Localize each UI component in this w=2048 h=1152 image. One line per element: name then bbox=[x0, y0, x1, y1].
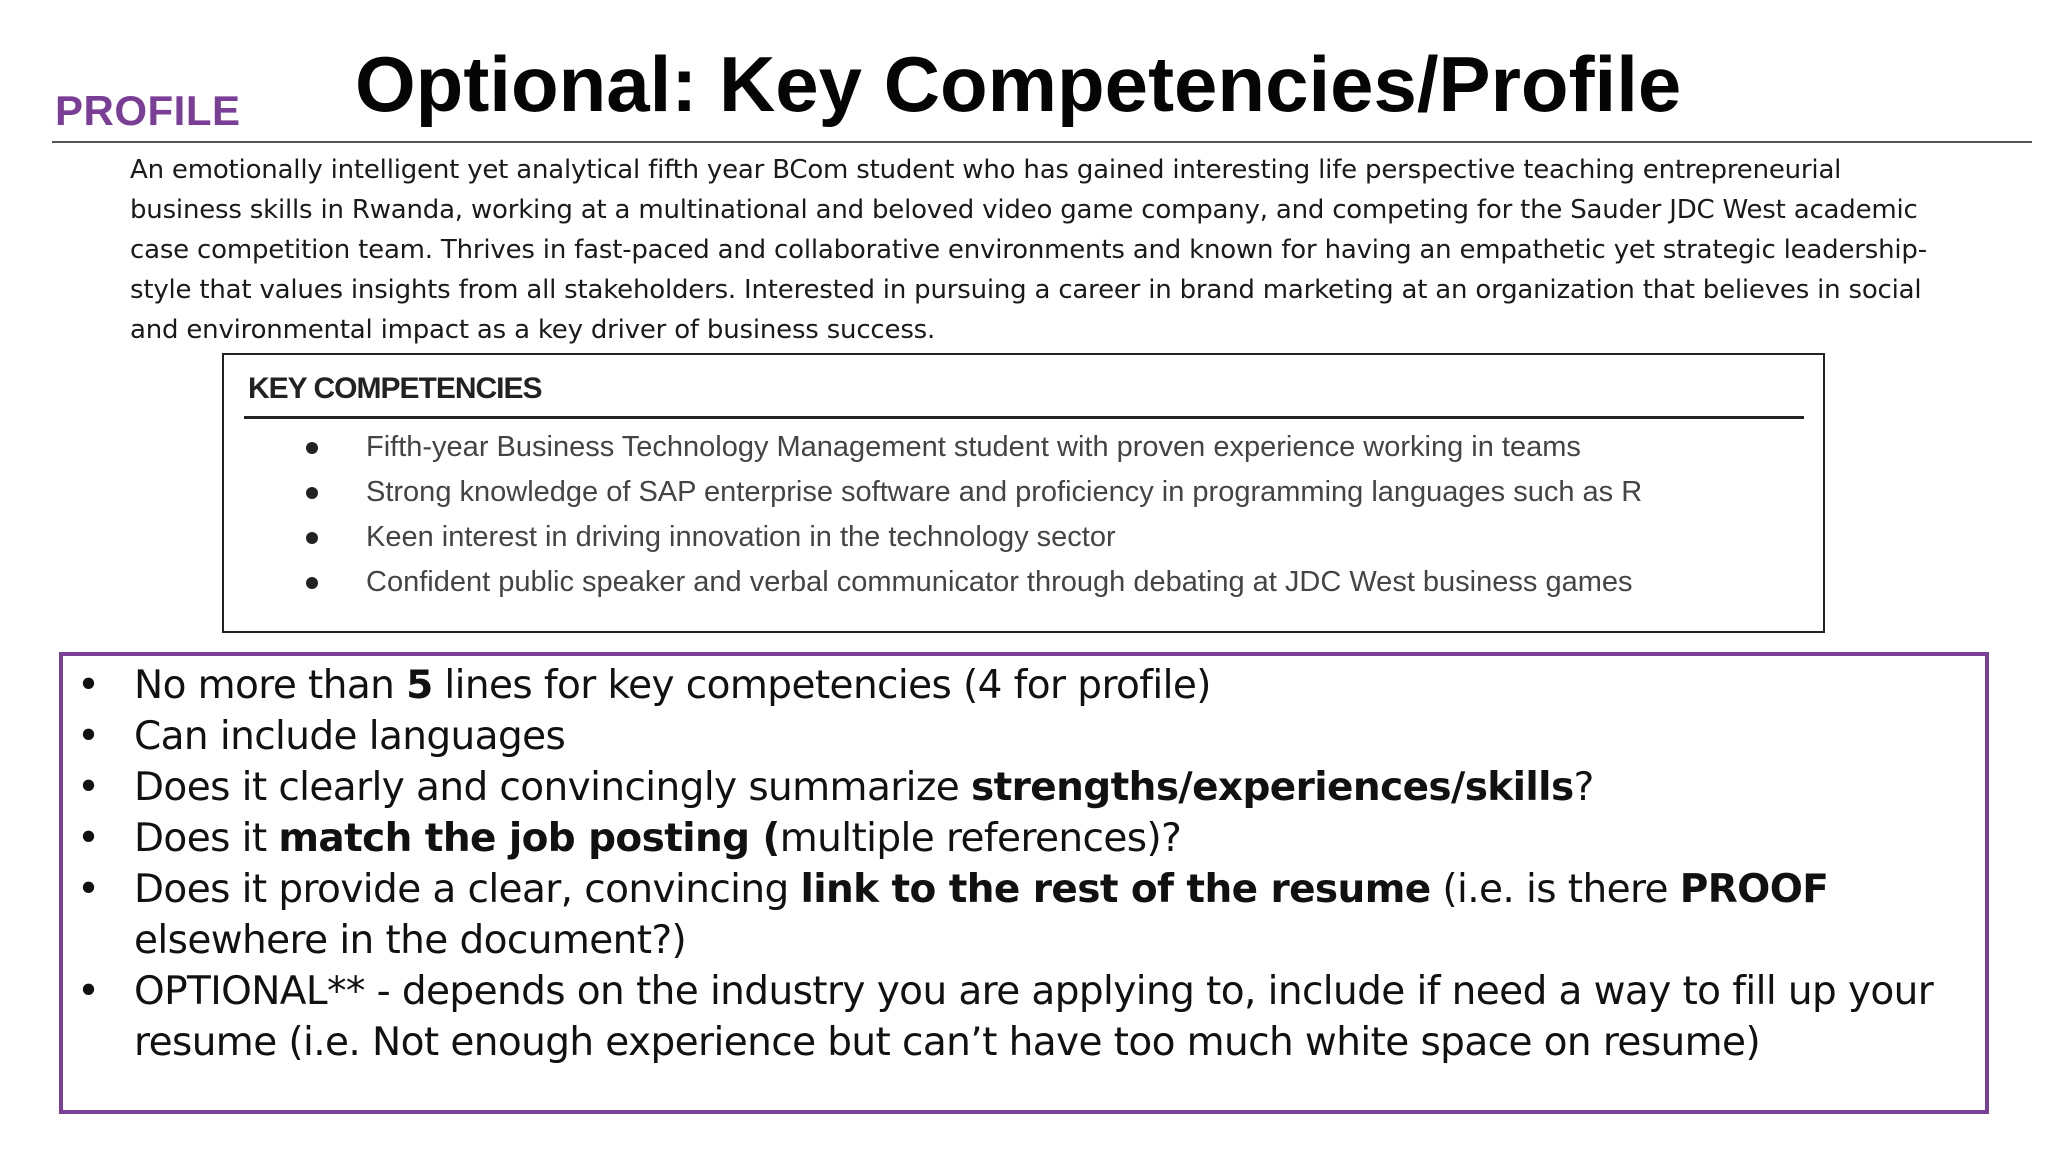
guidelines-box bbox=[59, 652, 1989, 1114]
guideline-emphasis: PROOF bbox=[1679, 867, 1829, 912]
key-competencies-divider bbox=[244, 416, 1804, 419]
key-competencies-box bbox=[222, 353, 1825, 633]
guideline-text: ? bbox=[1573, 765, 1594, 810]
guideline-text: Can include languages bbox=[134, 714, 566, 759]
bullet-icon: • bbox=[77, 714, 100, 759]
guideline-item bbox=[63, 711, 1974, 762]
competency-item bbox=[224, 470, 1824, 515]
competency-item bbox=[224, 425, 1824, 470]
guideline-emphasis: link to the rest of the resume bbox=[800, 867, 1431, 912]
guideline-emphasis: 5 bbox=[406, 663, 433, 708]
bullet-icon: • bbox=[77, 765, 100, 810]
guideline-emphasis: strengths/experiences/skills bbox=[970, 765, 1574, 810]
bullet-icon: • bbox=[77, 969, 100, 1014]
guideline-item bbox=[63, 660, 1974, 711]
bullet-icon bbox=[306, 577, 318, 589]
guideline-emphasis: match the job posting ( bbox=[278, 816, 780, 861]
guideline-text: Does it bbox=[134, 816, 279, 861]
guideline-text: Does it provide a clear, convincing bbox=[134, 867, 801, 912]
bullet-icon bbox=[306, 487, 318, 499]
competency-text: Strong knowledge of SAP enterprise software and proficiency in programming languages such as R bbox=[366, 476, 1643, 508]
bullet-icon bbox=[306, 442, 318, 454]
competency-text: Fifth-year Business Technology Management student with proven experience working in teams bbox=[366, 431, 1581, 463]
bullet-icon bbox=[306, 532, 318, 544]
guideline-item bbox=[63, 864, 1974, 966]
guideline-text: No more than bbox=[134, 663, 407, 708]
guidelines-list bbox=[63, 660, 1983, 1068]
guideline-item bbox=[63, 966, 1974, 1068]
competency-item bbox=[224, 515, 1824, 560]
guideline-item bbox=[63, 813, 1974, 864]
guideline-text: Does it clearly and convincingly summarize bbox=[134, 765, 971, 810]
bullet-icon: • bbox=[77, 867, 100, 912]
guideline-text: elsewhere in the document?) bbox=[134, 918, 687, 963]
guideline-item bbox=[63, 762, 1974, 813]
profile-paragraph: An emotionally intelligent yet analytical fifth year BCom student who has gained interesting life perspective teaching entrepreneurial business skills in Rwanda, working at a multinational and beloved video game company, and competing for the Sauder JDC West academic case competition team. Thrives in fast-paced and collaborative environments and known for having an empathetic yet strategic leadership-style that values insights from all stakeholders. Interested in pursuing a career in brand marketing at an organization that believes in social and environmental impact as a key driver of business success. bbox=[130, 155, 1927, 345]
key-competencies-list bbox=[224, 425, 1824, 605]
competency-text: Confident public speaker and verbal communicator through debating at JDC West business games bbox=[366, 566, 1633, 598]
competency-item bbox=[224, 560, 1824, 605]
guideline-text: lines for key competencies (4 for profile) bbox=[432, 663, 1211, 708]
title-divider bbox=[52, 141, 2032, 143]
profile-heading: PROFILE bbox=[55, 87, 241, 134]
bullet-icon: • bbox=[77, 663, 100, 708]
key-competencies-heading: KEY COMPETENCIES bbox=[248, 372, 542, 405]
guideline-text: (i.e. is there bbox=[1430, 867, 1680, 912]
competency-text: Keen interest in driving innovation in the technology sector bbox=[366, 521, 1116, 553]
slide-title: Optional: Key Competencies/Profile bbox=[355, 40, 1682, 128]
guideline-text: multiple references)? bbox=[779, 816, 1182, 861]
bullet-icon: • bbox=[77, 816, 100, 861]
guideline-text: OPTIONAL** - depends on the industry you are applying to, include if need a way to fill up your resume (i.e. Not enough experience but can’t have too much white space on resume) bbox=[134, 969, 1934, 1065]
